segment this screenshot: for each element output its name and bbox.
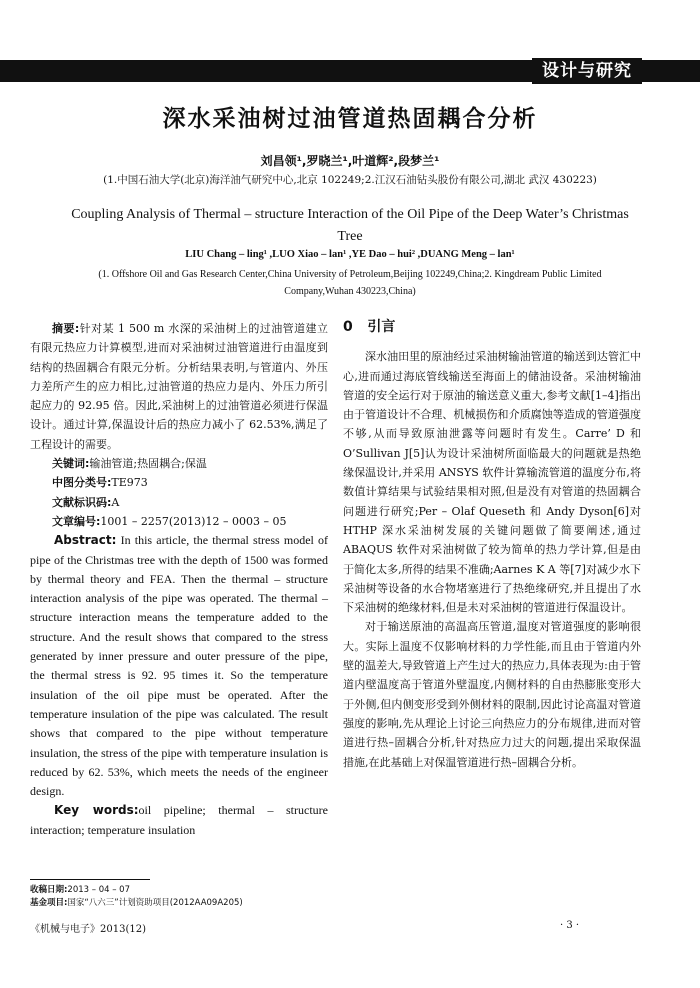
fund-text: 国家“八六三”计划资助项目(2012AA09A205): [67, 898, 243, 908]
doc-code-label: 文献标识码:: [52, 495, 112, 509]
authors-en: LIU Chang – ling¹ ,LUO Xiao – lan¹ ,YE Dao – hui² ,DUANG Meng – lan¹: [185, 249, 515, 260]
footnote-fund: [30, 897, 360, 909]
doc-code: [30, 493, 328, 512]
keywords-zh-label: 关键词:: [52, 457, 90, 471]
right-column: [343, 300, 641, 772]
article-no-label: 文章编号:: [52, 514, 101, 528]
abstract-zh: [30, 319, 328, 454]
section-heading-intro: [343, 318, 641, 337]
abstract-en-label: Abstract:: [54, 533, 117, 548]
keywords-zh: [30, 454, 328, 473]
clc-label: 中图分类号:: [52, 476, 112, 490]
keywords-en-label: Key words:: [54, 803, 139, 818]
section-tag: 设计与研究: [532, 58, 642, 84]
clc-text: TE973: [111, 476, 148, 490]
paper-title-en-text: Coupling Analysis of Thermal – structure Interaction of the Oil Pipe of the Deep Water’s Christmas Tree: [71, 207, 629, 244]
footnote-received: [30, 884, 360, 896]
section-title: 引言: [367, 319, 396, 335]
abstract-en-text: In this article, the thermal stress model of pipe of the Christmas tree with the depth of 1500 was formed by thermal theory and FEA. Then the thermal – structure interaction analysis of the pipe was operated. The thermal – structure interaction means the temperature added to the structure. And the result shows that compared to the stress generated by inner pressure and outer pressure of the pipe, the thermal stress is 92. 95 times it. So the temperature insulation of the oil pipe must be operated. After the temperature insulation of the pipe was calculated. The result shows that compared to the pipe without temperature insulation, the stress of the pipe with temperature insulation is reduced by 62. 53%, which meets the needs of the engineer design.: [30, 533, 329, 799]
abstract-zh-text: 针对某 1 500 m 水深的采油树上的过油管道建立有限元热应力计算模型,进而对采油树过油管道进行由温度到结构的热固耦合有限元分析。分析结果表明,与管道内、外压力差所产生的应力相比,过油管道的热应力是内、外压力所引起应力的 92.95 倍。因此,采油树上的过油管道必须进行保温设计。通过计算,保温设计后的热应力减小了 62.53%,满足了工程设计的需要。: [30, 322, 328, 451]
keywords-en: [30, 801, 328, 840]
intro-paragraph-1: 深水油田里的原油经过采油树输油管道的输送到达管汇中心,进而通过海底管线输送至海面上的储油设备。采油树输油管道的安全运行对于原油的输送意义重大,参考文献[1–4]指出由于管道设计不合理、机械损伤和介质腐蚀等造成的管道强度不够,从而导致原油泄露等问题时有发生。Carre’ D 和 O’Sullivan J[5]认为设计采油树所面临最大的问题就是热绝缘保温设计,并采用 ANSYS 软件计算输流管道的温度分布,将数值计算结果与试验结果相对照,但是没有对管道的热固耦合问题进行研究;Per – Olaf Queseth 和 Andy Dyson[6]对 HTHP 深水采油树发展的关键问题做了简要阐述,通过 ABAQUS 软件对采油树做了较为简单的热力学计算,但是由于简化太多,所得的结果不准确;Aarnes K A 等[7]对减少水下采油树等设备的水合物堵塞进行了热绝缘研究,并且提出了水下采油树的绝缘材料,但是未对采油树的管道进行保温设计。: [343, 350, 641, 615]
section-number: 0: [343, 319, 353, 335]
page-number: · 3 ·: [560, 920, 580, 931]
received-date: 2013 – 04 – 07: [67, 885, 130, 895]
abstract-en: [30, 531, 328, 801]
clc-number: [30, 473, 328, 492]
received-label: 收稿日期:: [30, 885, 68, 895]
authors-zh: 刘昌领¹,罗晓兰¹,叶道辉²,段梦兰¹: [260, 154, 440, 168]
keywords-en-text: oil pipeline; thermal – structure interaction; temperature insulation: [30, 803, 328, 837]
intro-paragraph-2: 对于输送原油的高温高压管道,温度对管道强度的影响很大。实际上温度不仅影响材料的力学性能,而且由于管道内外壁的温差大,导致管道上产生过大的热应力,具体表现为:由于管道内壁温度高于管道外壁温度,内侧材料的自由热膨胀变形大于外侧,但内侧变形受到外侧材料的限制,因此讨论高温对管道强度的影响,先从理论上讨论三向热应力的分布规律,进而对管道进行热–固耦合分析,针对热应力过大的问题,提出采取保温措施,在此基础上对保温管道进行热–固耦合分析。: [343, 620, 641, 769]
article-no-text: 1001 – 2257(2013)12 – 0003 – 05: [100, 514, 287, 528]
abstract-zh-label: 摘要:: [52, 322, 80, 335]
keywords-zh-text: 输油管道;热固耦合;保温: [89, 457, 207, 471]
left-column: [30, 319, 328, 840]
footnote-rule: [30, 879, 150, 880]
doc-code-text: A: [111, 495, 120, 509]
article-number: [30, 512, 328, 531]
fund-label: 基金项目:: [30, 898, 68, 908]
paper-title-en: [60, 204, 640, 248]
affiliation-zh: (1.中国石油大学(北京)海洋油气研究中心,北京 102249;2.江汉石油钻头股份有限公司,湖北 武汉 430223): [103, 174, 597, 186]
paper-title-zh: 深水采油树过油管道热固耦合分析: [162, 105, 538, 132]
journal-citation: 《机械与电子》2013(12): [30, 924, 146, 935]
affiliation-en: (1. Offshore Oil and Gas Research Center,China University of Petroleum,Beijing 102249,China;2. Kingdream Public Limited Company,Wuhan 430223,China): [98, 269, 602, 297]
